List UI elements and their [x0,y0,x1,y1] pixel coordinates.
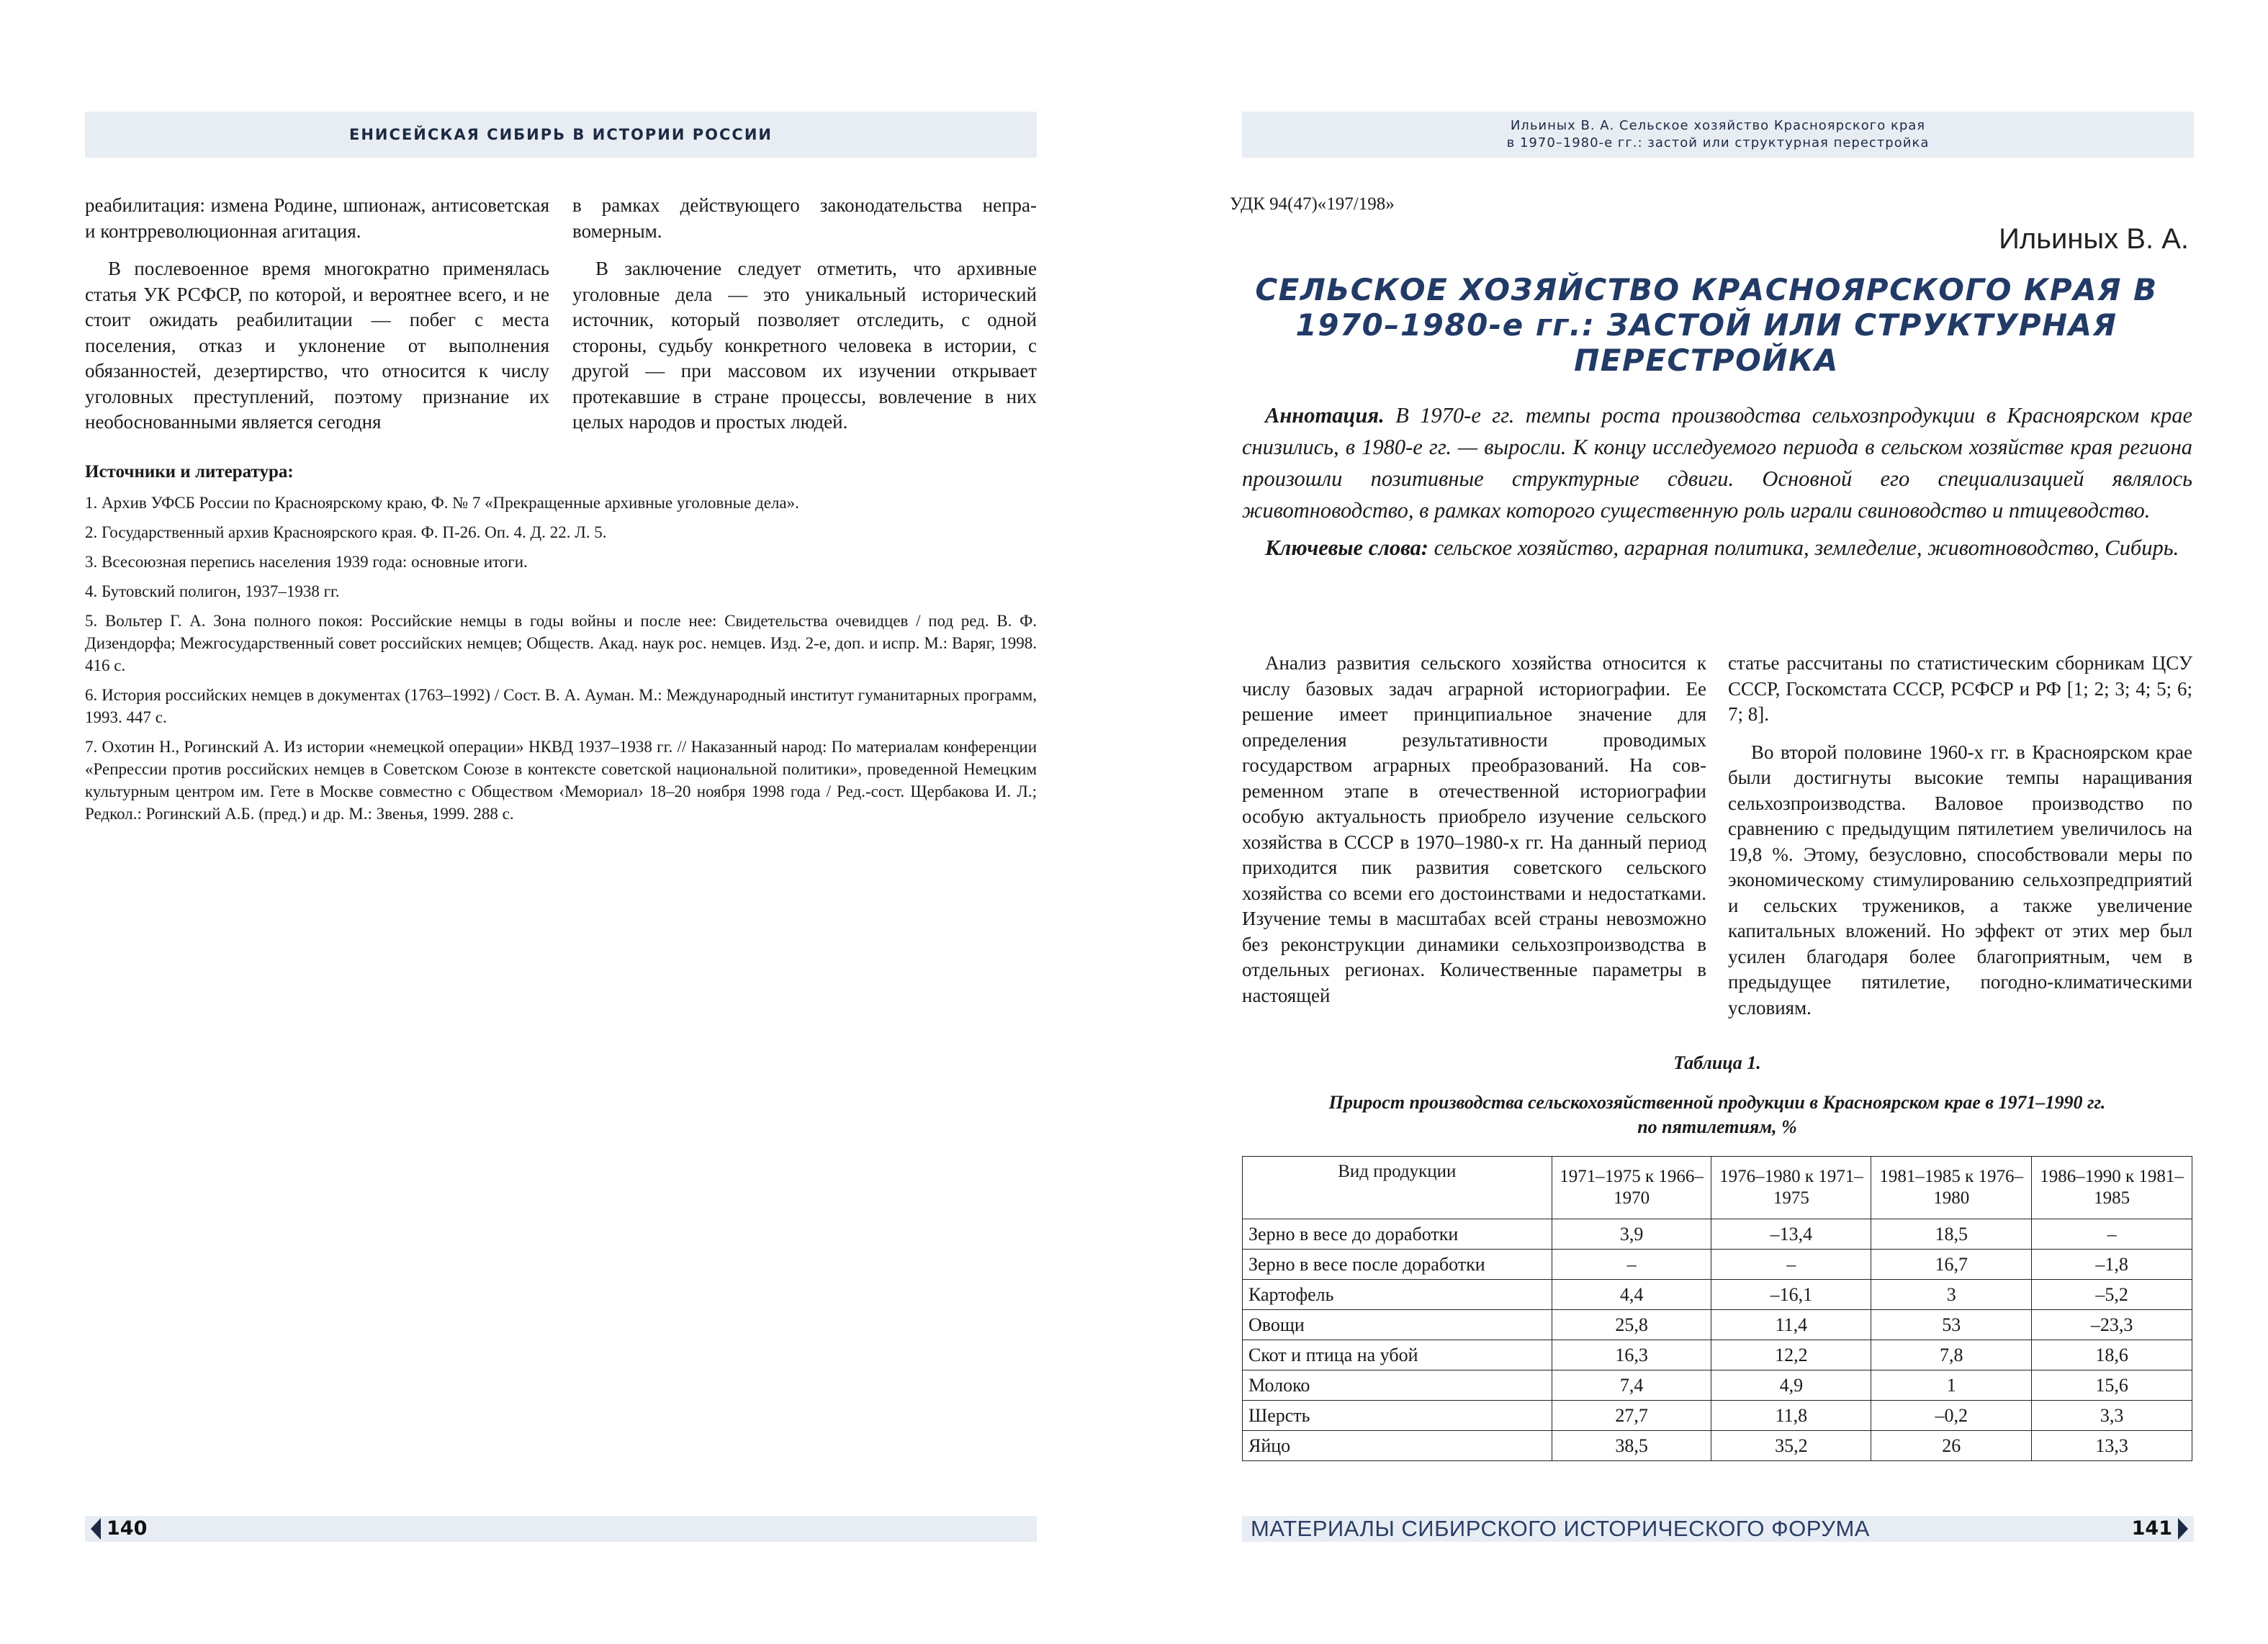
paragraph: в рамках действующего законодательства неправомерным. [572,194,1037,242]
table-row [1243,1340,2192,1370]
running-header-line-2: в 1970–1980-е гг.: застой или структурная перестройка [1506,135,1930,150]
table-row [1243,1401,2192,1431]
chevron-right-icon[interactable] [2178,1518,2188,1540]
table-cell: – [1711,1250,1871,1280]
article-title: СЕЛЬСКОЕ ХОЗЯЙСТВО КРАСНОЯРСКОГО КРАЯ В 1970–1980-е гг.: ЗАСТОЙ ИЛИ СТРУКТУРНАЯ ПЕРЕСТРОЙКА [1255,272,2158,378]
page-number: 141 [2131,1517,2172,1540]
table-cell: 53 [1871,1310,2032,1340]
abstract [1242,399,2192,564]
table-header-row [1243,1157,2192,1219]
reference-item: 1. Архив УФСБ России по Красноярскому краю, Ф. № 7 «Прекращенные архивные уголовные дела». [85,494,799,512]
table-row [1243,1310,2192,1340]
table-cell: 16,7 [1871,1250,2032,1280]
reference-item: 7. Охотин Н., Рогинский А. Из истории «немецкой операции» НКВД 1937–1938 гг. // Наказанный народ: По материалам конференции «Репрессии против российских немцев в Советском Союзе в контексте советской национальной политики», проведенной Немецким культурным центром им. Гете в Москве совместно с Обществом ‹Мемориал› 18–20 ноября 1998 года / Ред.-сост. Щербакова И. Л.; Редкол.: Рогинский А.Б. (пред.) и др. М.: Звенья, 1999. 288 с. [85,738,1037,823]
table-cell: Шерсть [1243,1401,1552,1431]
text-column-1 [85,193,549,435]
table-cell: Картофель [1243,1280,1552,1310]
reference-item: 4. Бутовский полигон, 1937–1938 гг. [85,582,340,600]
reference-item: 6. История российских немцев в документах (1763–1992) / Сост. В. А. Ауман. М.: Международный институт гуманитарных программ, 1993. 447 с. [85,686,1037,726]
table-title-line-2: по пятилетиям, % [1637,1116,1797,1137]
table-row [1243,1431,2192,1461]
table-cell: 18,5 [1871,1219,2032,1250]
running-header [85,112,1037,158]
table-cell: –1,8 [2032,1250,2192,1280]
table-cell: 1 [1871,1370,2032,1401]
table-cell: 4,4 [1552,1280,1711,1310]
table-cell: – [1552,1250,1711,1280]
table-cell: 7,4 [1552,1370,1711,1401]
paragraph: В заключение следует отметить, что архивные уголовные дела — это уникальный исторический источник, который позволяет отследить, с одной стороны, судьбу конкретного человека в истории, с другой — при массовом их изучении открывает протекавшие в стране процессы, вовлечение в них целых народов и простых людей. [572,258,1037,433]
table-cell: 4,9 [1711,1370,1871,1401]
table-row [1243,1370,2192,1401]
running-header [1242,112,2194,158]
reference-item: 2. Государственный архив Красноярского края. Ф. П-26. Оп. 4. Д. 22. Л. 5. [85,523,607,541]
table-cell: 25,8 [1552,1310,1711,1340]
journal-title: МАТЕРИАЛЫ СИБИРСКОГО ИСТОРИЧЕСКОГО ФОРУМА [1251,1516,1870,1541]
table-cell: 27,7 [1552,1401,1711,1431]
table-cell: 35,2 [1711,1431,1871,1461]
table-cell: Зерно в весе после доработки [1243,1250,1552,1280]
running-header-text: ЕНИСЕЙСКАЯ СИБИРЬ В ИСТОРИИ РОССИИ [349,126,773,143]
column-header: 1971–1975 к 1966–1970 [1552,1157,1711,1219]
table-cell: 16,3 [1552,1340,1711,1370]
references-heading: Источники и литература: [85,462,294,482]
table-cell: 15,6 [2032,1370,2192,1401]
footer-bar [85,1516,1037,1542]
table-cell: Молоко [1243,1370,1552,1401]
table-row [1243,1219,2192,1250]
column-header: 1981–1985 к 1976–1980 [1871,1157,2032,1219]
table-cell: –23,3 [2032,1310,2192,1340]
paragraph: реабилитация: измена Родине, шпионаж, антисоветская и контрреволюционная агитация. [85,194,549,242]
table-cell: –13,4 [1711,1219,1871,1250]
table-cell: Скот и птица на убой [1243,1340,1552,1370]
table-title [1242,1090,2192,1139]
text-column-1 [1242,651,1706,1008]
keywords-label: Ключевые слова: [1265,536,1428,560]
table-cell: 13,3 [2032,1431,2192,1461]
table-cell: 38,5 [1552,1431,1711,1461]
table-cell: 3,9 [1552,1219,1711,1250]
column-header: 1976–1980 к 1971–1975 [1711,1157,1871,1219]
text-column-2 [572,193,1037,435]
table-cell: 3 [1871,1280,2032,1310]
reference-item: 5. Вольтер Г. А. Зона полного покоя: Российские немцы в годы войны и после нее: Свидетельства очевидцев / под ред. В. Ф. Дизендорфа; Межгосударственный совет российских немцев; Обществ. Акад. наук рос. немцев. Изд. 2-е, доп. и испр. М.: Варяг, 1998. 416 с. [85,612,1037,674]
udc-code: УДК 94(47)«197/198» [1230,194,1395,214]
table-cell: 11,8 [1711,1401,1871,1431]
chevron-left-icon[interactable] [91,1518,101,1540]
table-cell: –16,1 [1711,1280,1871,1310]
table-cell: –0,2 [1871,1401,2032,1431]
table-row [1243,1250,2192,1280]
paragraph: В послевоенное время многократно применялась статья УК РСФСР, по которой, и вероятнее всего, и не стоит ожидать реабилитации — побег с места поселения, отказ и уклонение от выполнения обязанностей, дезертирство, что относится к числу уголовных преступлений, поэтому признание их необоснованными является сегодня [85,258,549,433]
footer-bar [1242,1516,2194,1542]
table-cell: 3,3 [2032,1401,2192,1431]
table-cell: – [2032,1219,2192,1250]
table-cell: Яйцо [1243,1431,1552,1461]
abstract-label: Аннотация. [1265,403,1385,428]
table-row [1243,1280,2192,1310]
table-title-line-1: Прирост производства сельскохозяйственной продукции в Красноярском крае в 1971–1990 гг. [1328,1092,2106,1113]
keywords-text: сельское хозяйство, аграрная политика, земледелие, животноводство, Сибирь. [1428,536,2179,560]
table-cell: 11,4 [1711,1310,1871,1340]
references [85,461,1037,832]
column-header: Вид продукции [1243,1157,1552,1219]
author-name: Ильиных В. А. [1999,223,2189,255]
table-cell: Овощи [1243,1310,1552,1340]
table-cell: 18,6 [2032,1340,2192,1370]
text-column-2 [1728,651,2192,1021]
table-cell: 12,2 [1711,1340,1871,1370]
page-number: 140 [107,1517,148,1540]
running-header-line-1: Ильиных В. А. Сельское хозяйство Красноярского края [1510,118,1926,133]
column-header: 1986–1990 к 1981–1985 [2032,1157,2192,1219]
paragraph: Во второй половине 1960-х гг. в Красноярском крае были достигнуты высокие темпы наращивания сельхозпроизводства. Валовое производство по сравнению с предыдущим пятилетием увеличилось на 19,8 %. Этому, безусловно, способствовали меры по экономическому стимулированию сельхозпредприятий и сельских тружеников, а также увеличение капитальных вложений. Но эффект от этих мер был усилен благодаря более благоприятным, чем в предыдущее пятилетие, погодно-климатическими условиям. [1728,741,2192,1019]
paragraph: статье рассчитаны по статистическим сборникам ЦСУ СССР, Госкомстата СССР, РСФСР и РФ [1; 2; 3; 4; 5; 6; 7; 8]. [1728,652,2192,725]
abstract-paragraph [1242,399,2192,526]
table-label: Таблица 1. [1673,1052,1761,1073]
table-cell: Зерно в весе до доработки [1243,1219,1552,1250]
data-table [1242,1156,2192,1461]
paragraph: Анализ развития сельского хозяйства относится к числу базовых задач аграрной историографии. Ее решение имеет принципиальное значение для определения результативности проводимых государством аграрных преобразований. На современном этапе в отечественной историографии особую актуальность приобрело изучение сельского хозяйства в СССР в 1970–1980-х гг. На данный период приходится пик развития советского сельского хозяйства со всеми его достоинствами и недостатками. Изучение темы в масштабах всей страны невозможно без реконструкции динамики сельхозпроизводства в отдельных регионах. Количественные параметры в настоящей [1242,652,1706,1006]
table-cell: 26 [1871,1431,2032,1461]
table-cell: 7,8 [1871,1340,2032,1370]
reference-item: 3. Всесоюзная перепись населения 1939 года: основные итоги. [85,553,528,571]
abstract-text: В 1970-е гг. темпы роста производства сельхозпродукции в Красноярском крае снизились, в 1980-е гг. — выросли. К концу исследуемого периода в сельском хозяйстве края региона произошли позитивные структурные сдвиги. Основной его специализацией являлось животноводство, в рамках которого существенную роль играли свиноводство и птицеводство. [1242,403,2192,523]
keywords-paragraph [1242,532,2192,564]
table-cell: –5,2 [2032,1280,2192,1310]
